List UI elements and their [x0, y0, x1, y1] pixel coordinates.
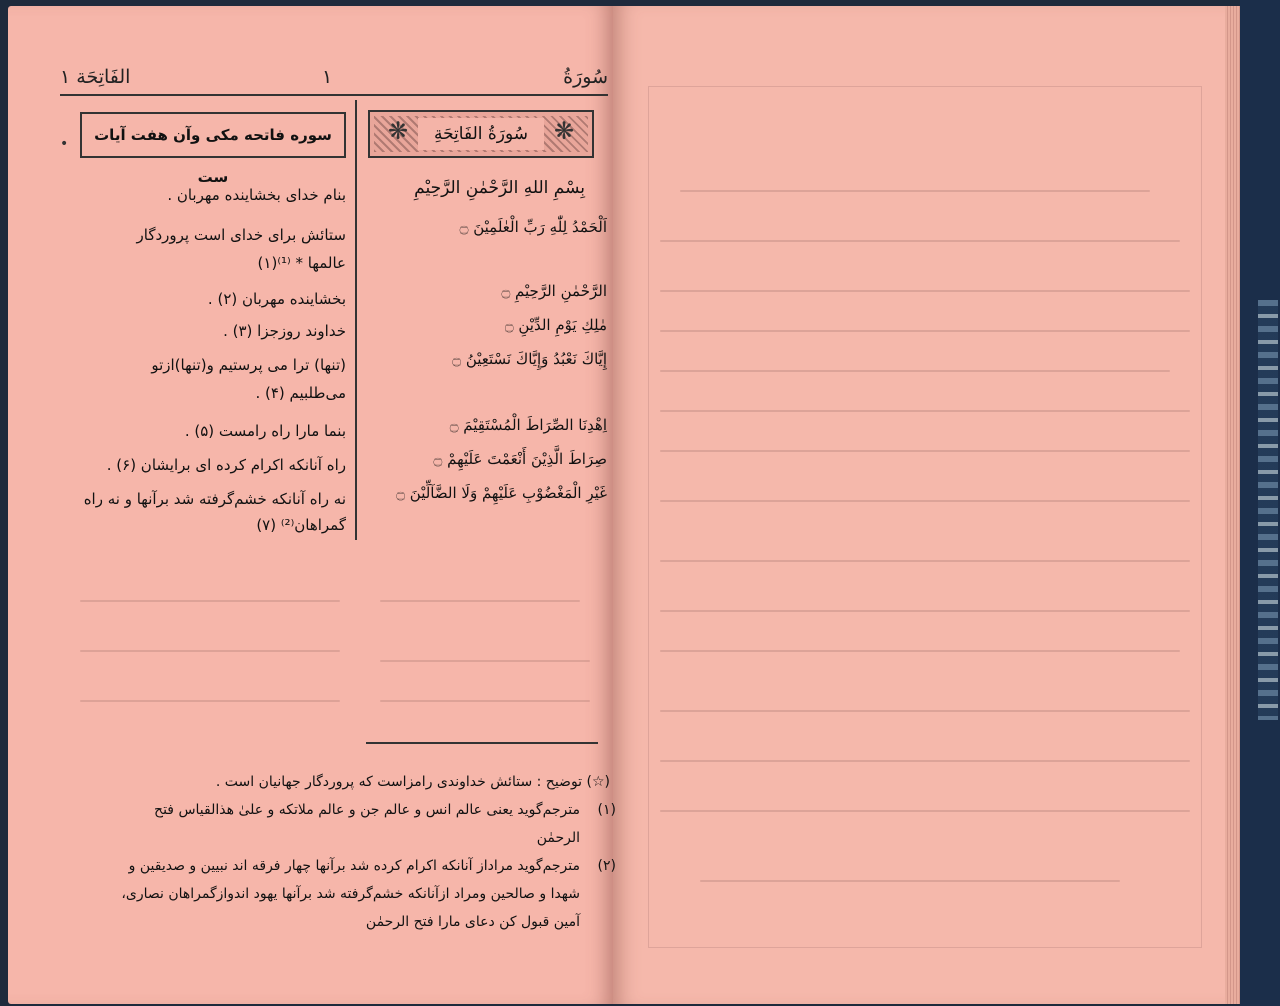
verse-7: غَيْرِ الْمَغْضُوْبِ عَلَيْهِمْ وَلَا الضَّآلِّيْنَ ۝ [396, 484, 607, 502]
footnote-rule [366, 742, 598, 744]
footnote-2-line1: مترجم‌گوید مراداز آنانکه اکرام کرده شد برآنها چهار فرقه اند نبیین و صدیقین و [128, 858, 580, 874]
bleed-through-line [660, 370, 1170, 372]
bleed-through-line [660, 710, 1190, 712]
bleed-through-line [380, 600, 580, 602]
header-surah-label: سُورَةُ [563, 66, 608, 88]
margin-mark: • [60, 136, 69, 152]
bleed-through-line [660, 410, 1190, 412]
footnote-1-line2: الرحمٰن [536, 830, 580, 846]
translation-line: بخشاینده مهربان (۲) . [207, 290, 346, 308]
translation-line: می‌طلبیم (۴) . [255, 384, 346, 402]
column-divider [355, 100, 357, 540]
verse-5: اِهْدِنَا الصِّرَاطَ الْمُسْتَقِيْمَ ۝ [449, 416, 607, 434]
bleed-through-line [660, 330, 1190, 332]
basmala: بِسْمِ اللهِ الرَّحْمٰنِ الرَّحِيْمِ [414, 178, 585, 198]
translation-line: نه راه آنانکه خشم‌گرفته شد برآنها و نه راه [83, 490, 346, 508]
running-header [60, 66, 608, 92]
header-surah-name: الفَاتِحَة ١ [60, 66, 131, 88]
bleed-through-line [80, 700, 340, 702]
verse-2: الرَّحْمٰنِ الرَّحِيْمِ ۝ [501, 282, 607, 300]
bleed-through-line [660, 760, 1190, 762]
translation-line: راه آنانکه اکرام کرده ای برایشان (۶) . [106, 456, 346, 474]
header-rule [60, 94, 608, 96]
bleed-through-line [680, 190, 1150, 192]
bleed-through-line [660, 450, 1190, 452]
translation-line: خداوند روزجزا (۳) . [223, 322, 346, 340]
verse-3: مٰلِكِ يَوْمِ الدِّيْنِ ۝ [504, 316, 607, 334]
footnote-2-line2: شهدا و صالحین ومراد ازآنانکه خشم‌گرفته شد برآنها یهود اندوازگمراهان نصاری، [121, 886, 580, 902]
verse-4: إِيَّاكَ نَعْبُدُ وَإِيَّاكَ نَسْتَعِيْنُ ۝ [452, 350, 607, 368]
surah-banner [368, 110, 594, 158]
bleed-through-line [660, 290, 1190, 292]
page-edges [1225, 6, 1240, 1004]
bleed-through-line [660, 500, 1190, 502]
bleed-through-line [80, 650, 340, 652]
translation-line: بنام خدای بخشاینده مهربان . [167, 186, 346, 204]
translation-line: بنما مارا راه رامست (۵) . [184, 422, 346, 440]
footnote-1-line1: مترجم‌گوید یعنی عالم انس و عالم جن و عالم ملاتکه و علیٰ هذالقیاس فتح [154, 802, 580, 818]
rosette-icon: ❋ [553, 117, 575, 145]
bleed-through-line [380, 700, 590, 702]
bleed-through-line [700, 880, 1120, 882]
translation-line: گمراهان⁽²⁾ (۷) [256, 516, 346, 534]
footnote-2-marker: (۲) [597, 858, 616, 874]
header-page-number: ١ [322, 66, 333, 88]
footnote-2-line3: آمین قبول کن دعای مارا فتح الرحمٰن [365, 914, 580, 930]
bleed-through-line [660, 560, 1190, 562]
translation-line: عالمها * ⁽¹⁾(۱) [257, 254, 346, 272]
cover-ornament [1258, 300, 1278, 720]
banner-title: سُورَةُ الفَاتِحَةِ [418, 118, 544, 150]
bleed-through-line [660, 810, 1190, 812]
bleed-through-line [660, 610, 1190, 612]
bleed-through-frame [648, 86, 1202, 948]
footnote-1-marker: (۱) [597, 802, 616, 818]
verse-1: اَلْحَمْدُ لِلّٰهِ رَبِّ الْعٰلَمِيْنَ ۝ [459, 218, 607, 236]
translation-line: ستائش برای خدای است پروردگار [136, 226, 346, 244]
translation-line: (تنها) ترا می پرستیم و(تنها)ازتو [151, 356, 346, 374]
rosette-icon: ❋ [387, 117, 409, 145]
bleed-through-line [660, 240, 1180, 242]
bleed-through-line [380, 660, 590, 662]
verse-6: صِرَاطَ الَّذِيْنَ أَنْعَمْتَ عَلَيْهِمْ ۝ [433, 450, 607, 468]
bleed-through-line [660, 650, 1180, 652]
footnote-star: (☆) توضیح : ستائش خداوندی رامزاست که پروردگار جهانیان است . [215, 774, 610, 790]
translation-title-box: سوره فاتحه مکی وآن هفت آیات ست [80, 112, 346, 158]
bleed-through-line [80, 600, 340, 602]
